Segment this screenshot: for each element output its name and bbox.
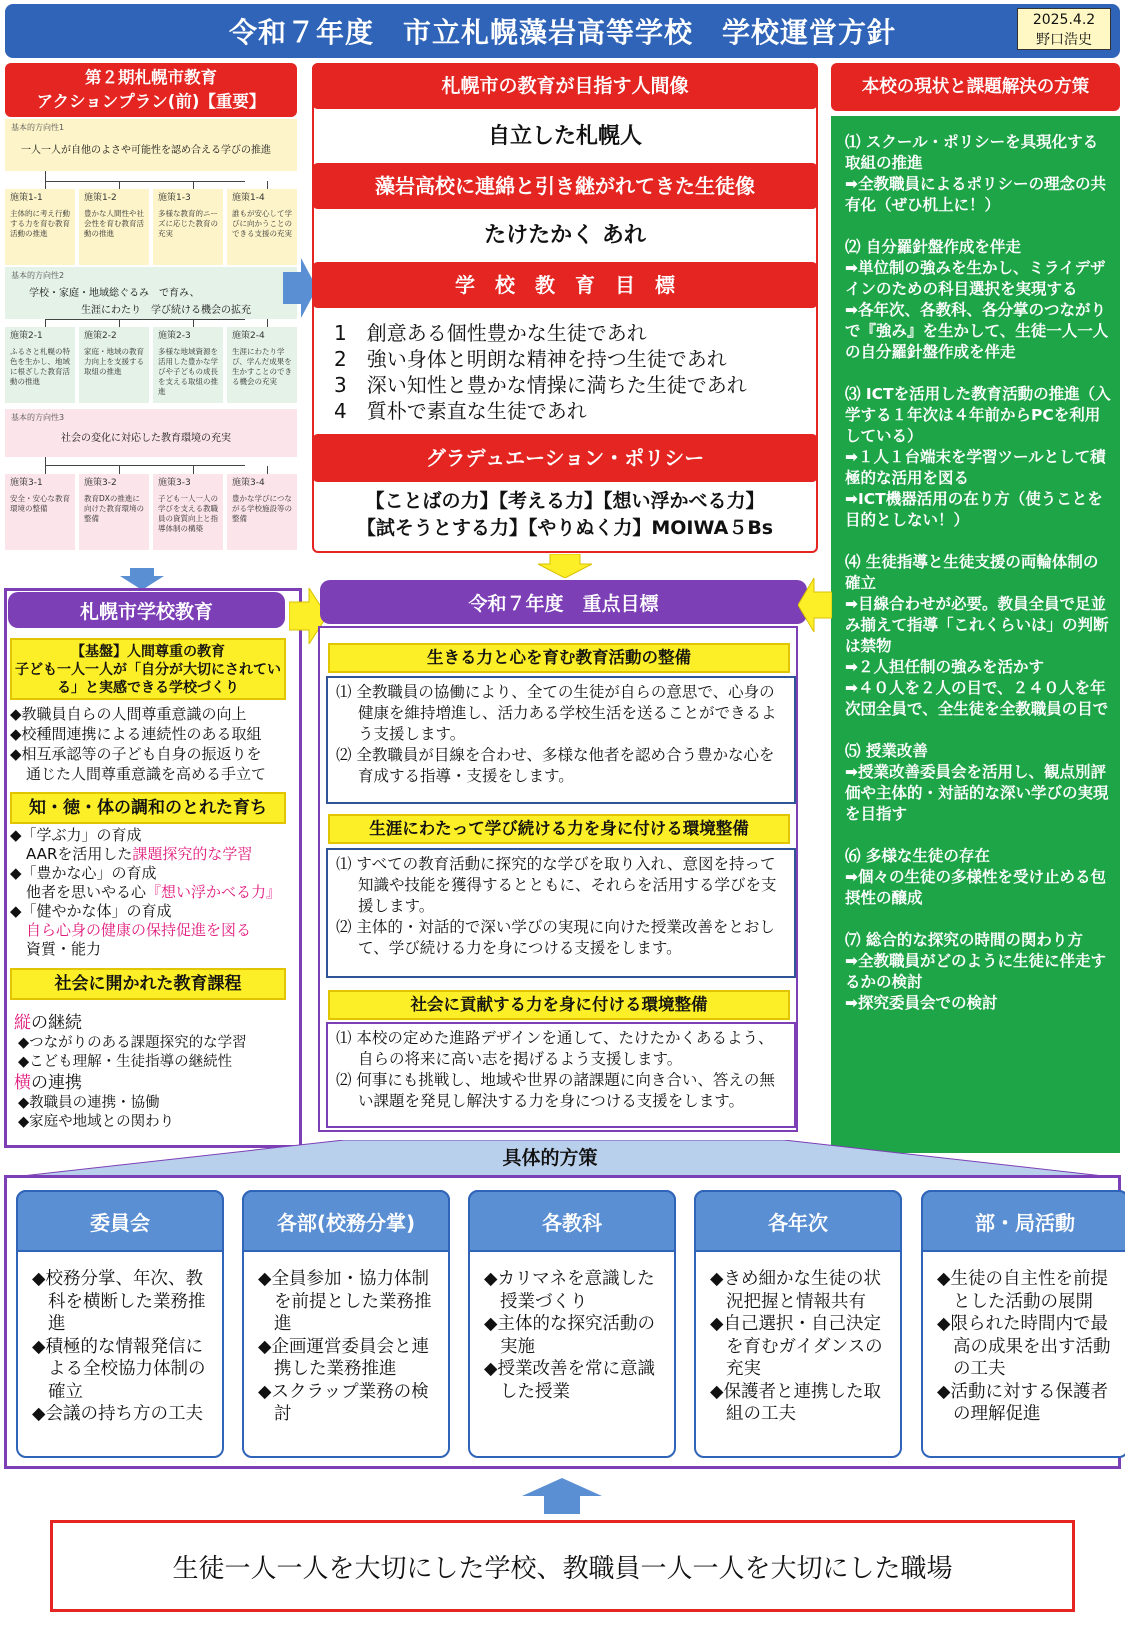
solution-heading: ⑶ ICTを活用した教育活動の推進（入学する１年次は４年前からPCを利用している） xyxy=(845,385,1111,445)
action-plan-title xyxy=(5,63,297,117)
up-arrow-icon xyxy=(522,1478,602,1514)
base-item: ◆相互承認等の子ども自身の振返りを xyxy=(10,745,262,763)
solution-heading: ⑵ 自分羅針盤作成を伴走 xyxy=(845,238,1021,256)
measure-column xyxy=(921,1190,1125,1458)
measure-column-title: 各年次 xyxy=(694,1190,902,1252)
measure-item: ◆校務分掌、年次、教科を横断した業務推進 xyxy=(32,1269,206,1334)
right-title: 本校の現状と課題解決の方策 xyxy=(831,63,1120,111)
solution-detail: ➡４０人を２人の目で、２４０人を年次団全員で、全生徒を全教職員の目で xyxy=(845,679,1109,718)
chitoku-text: AARを活用した xyxy=(26,845,133,863)
focus-title: 令和７年度 重点目標 xyxy=(320,580,807,624)
policy-text: 主体的に考え行動する力を育む教育活動の推進 xyxy=(10,209,70,238)
focus-item: ⑴ 本校の定めた進路デザインを通して、たけたかくあるよう、自らの将来に高い志を掲げるよう支援します。 xyxy=(336,1029,774,1068)
tree-line xyxy=(45,319,245,320)
policy-text: 誰もが安心して学びに向かうことのできる支援の充実 xyxy=(232,209,292,238)
measure-item: ◆活動に対する保護者の理解促進 xyxy=(937,1381,1108,1424)
policy-text: ふるさと札幌の特色を生かし、地域に根ざした教育活動の推進 xyxy=(10,347,70,386)
tree-line xyxy=(45,465,245,466)
solution-heading: ⑴ スクール・ポリシーを具現化する取組の推進 xyxy=(845,133,1099,172)
goal-item: 3 深い知性と豊かな情操に満ちた生徒であれ xyxy=(334,373,747,397)
yoko-heading xyxy=(14,1072,302,1094)
solution-detail: ➡探究委員会での検討 xyxy=(845,994,998,1012)
policy-card xyxy=(153,327,223,403)
measure-column xyxy=(242,1190,450,1458)
sapporo-title: 札幌市学校教育 xyxy=(8,592,285,628)
focus-section-2-title: 生涯にわたって学び続ける力を身に付ける環境整備 xyxy=(328,814,790,844)
gp-title: グラデュエーション・ポリシー xyxy=(312,434,818,482)
action-plan-chart xyxy=(5,119,297,569)
tree-line xyxy=(119,466,120,474)
measures-title: 具体的方策 xyxy=(502,1147,598,1169)
measure-column xyxy=(694,1190,902,1458)
policy-card xyxy=(5,474,75,550)
direction-1-label: 基本的方向性1 xyxy=(11,123,65,132)
solution-heading: ⑺ 総合的な探究の時間の関わり方 xyxy=(845,931,1083,949)
page-header xyxy=(5,4,1120,58)
open-curriculum-bar: 社会に開かれた教育課程 xyxy=(10,968,286,1000)
focus-section-1-title: 生きる力と心を育む教育活動の整備 xyxy=(328,643,790,673)
open-list xyxy=(14,1012,302,1132)
policy-text: 豊かな人間性や社会性を育む教育活動の推進 xyxy=(84,209,144,238)
policy-text: 安全・安心な教育環境の整備 xyxy=(10,494,70,513)
measure-item: ◆限られた時間内で最高の成果を出す活動の工夫 xyxy=(937,1314,1111,1379)
solution-item xyxy=(845,846,1112,909)
solution-detail: ➡２人担任制の強みを活かす xyxy=(845,658,1044,676)
direction-2-line1: 学校・家庭・地域総ぐるみ で育み、 xyxy=(29,288,200,299)
focus-item: ⑵ 何事にも挑戦し、地域や世界の諸課題に向き合い、答えの無い課題を発見し解決する力を身につける支援をします。 xyxy=(336,1071,775,1110)
chitoku-item: 資質・能力 xyxy=(26,940,102,958)
goal-item: 2 強い身体と明朗な精神を持つ生徒であれ xyxy=(334,347,727,371)
tate-heading xyxy=(14,1012,302,1034)
policy-card xyxy=(227,189,297,265)
policy-id: 施策2-4 xyxy=(232,331,265,341)
measure-column-body xyxy=(32,1268,214,1426)
policy-id: 施策1-4 xyxy=(232,193,265,203)
measure-item: ◆きめ細かな生徒の状況把握と情報共有 xyxy=(710,1269,881,1312)
base-line1: 【基盤】人間尊重の教育 xyxy=(71,644,225,660)
policy-card xyxy=(153,189,223,265)
solution-item xyxy=(845,930,1112,1014)
measure-item: ◆生徒の自主性を前提とした活動の展開 xyxy=(937,1269,1108,1312)
tate-char: 縦 xyxy=(14,1013,31,1033)
measure-column-body xyxy=(484,1268,666,1403)
author: 野口浩史 xyxy=(1036,32,1092,48)
policy-id: 施策3-1 xyxy=(10,478,43,488)
chitoku-list xyxy=(10,826,300,959)
policy-id: 施策1-3 xyxy=(158,193,191,203)
policy-card xyxy=(5,327,75,403)
solution-detail: ➡授業改善委員会を活用し、観点別評価や主体的・対話的な深い学びの実現を目指す xyxy=(845,763,1109,823)
measure-item: ◆企画運営委員会と連携した業務推進 xyxy=(258,1336,429,1379)
solution-detail: ➡各年次、各教科、各分掌のつながりで『強み』を生かして、生徒一人一人の自分羅針盤作成を伴走 xyxy=(845,301,1109,361)
tree-line xyxy=(193,319,194,327)
solution-detail: ➡１人１台端末を学習ツールとして積極的な活用を図る xyxy=(845,448,1106,487)
goal-item: 1 創意ある個性豊かな生徒であれ xyxy=(334,321,647,345)
policy-card xyxy=(79,474,149,550)
policy-id: 施策2-3 xyxy=(158,331,191,341)
focus-section-1-box xyxy=(326,676,796,804)
tree-line xyxy=(45,319,46,327)
solution-detail: ➡全教職員によるポリシーの理念の共有化（ぜひ机上に！） xyxy=(845,175,1106,214)
policy-text: 子ども一人一人の学びを支える教職員の資質向上と指導体制の構築 xyxy=(158,494,218,533)
gp-text xyxy=(312,488,818,542)
tree-line xyxy=(193,181,194,189)
policy-id: 施策3-4 xyxy=(232,478,265,488)
open-item: ◆こども理解・生徒指導の継続性 xyxy=(18,1054,233,1070)
open-item: ◆つながりのある課題探究的な学習 xyxy=(18,1035,247,1051)
solutions-panel xyxy=(831,116,1120,1153)
direction-3-text: 社会の変化に対応した教育環境の充実 xyxy=(61,433,231,444)
policy-card xyxy=(153,474,223,550)
measure-column-title: 委員会 xyxy=(16,1190,224,1252)
tree-line xyxy=(267,319,268,327)
measure-column-body xyxy=(937,1268,1119,1426)
tree-line xyxy=(193,466,194,474)
chitoku-item xyxy=(10,845,300,864)
tree-line xyxy=(119,319,120,327)
solution-detail: ➡目線合わせが必要。教員全員で足並み揃えて指導「これくらいは」の判断は禁物 xyxy=(845,595,1109,655)
base-box xyxy=(10,638,286,700)
direction-2-line2: 生涯にわたり 学び続ける機会の拡充 xyxy=(81,305,251,316)
direction-1-text: 一人一人が自他のよさや可能性を認め合える学びの推進 xyxy=(21,145,271,156)
focus-item: ⑴ 全教職員の協働により、全ての生徒が自らの意思で、心身の健康を維持増進し、活力ある学校生活を送ることができるよう支援します。 xyxy=(336,683,777,743)
chitoku-item: ◆「健やかな体」の育成 xyxy=(10,902,172,920)
ideal-text: 自立した札幌人 xyxy=(487,124,642,149)
yoko-char: 横 xyxy=(14,1073,31,1093)
tree-line xyxy=(45,457,46,465)
focus-item: ⑵ 全教職員が目線を合わせ、多様な他者を認め合う豊かな心を育成する指導・支援をします。 xyxy=(336,746,775,785)
tree-line xyxy=(267,181,268,189)
date: 2025.4.2 xyxy=(1032,12,1096,28)
policy-id: 施策3-2 xyxy=(84,478,117,488)
open-item: ◆家庭や地域との関わり xyxy=(18,1114,175,1130)
open-item: ◆教職員の連携・協働 xyxy=(18,1095,160,1111)
focus-item: ⑴ すべての教育活動に探究的な学びを取り入れ、意図を持って知識や技能を獲得するとともに、それらを活用する学びを支援します。 xyxy=(336,855,777,915)
measure-item: ◆全員参加・協力体制を前提とした業務推進 xyxy=(258,1269,432,1334)
tree-line xyxy=(45,171,46,181)
focus-section-3-title: 社会に貢献する力を身に付ける環境整備 xyxy=(328,990,790,1020)
footer-text: 生徒一人一人を大切にした学校、教職員一人一人を大切にした職場 xyxy=(172,1553,953,1584)
measure-item: ◆保護者と連携した取組の工夫 xyxy=(710,1381,881,1424)
gp-line1: 【ことばの力】【考える力】【想い浮かべる力】 xyxy=(365,490,765,512)
solution-detail: ➡単位制の強みを生かし、ミライデザインのための科目選択を実現する xyxy=(845,259,1106,298)
measure-column-title: 各教科 xyxy=(468,1190,676,1252)
gp-line2: 【試そうとする力】【やりぬく力】MOIWA５Bs xyxy=(356,517,774,539)
action-plan-title-line2: アクションプラン(前)【重要】 xyxy=(36,92,266,111)
goals-list xyxy=(334,320,814,424)
solution-item xyxy=(845,384,1112,531)
measure-column-body xyxy=(258,1268,440,1426)
chitoku-text: 他者を思いやる心 xyxy=(26,883,147,901)
goal-item: 4 質朴で素直な生徒であれ xyxy=(334,399,587,423)
solution-heading: ⑹ 多様な生徒の存在 xyxy=(845,847,990,865)
focus-item: ⑵ 主体的・対話的で深い学びの実現に向けた授業改善をとおして、学び続ける力を身につける支援をします。 xyxy=(336,918,775,957)
direction-3 xyxy=(5,409,297,457)
student-text: たけたかく あれ xyxy=(484,223,646,248)
policy-id: 施策1-1 xyxy=(10,193,43,203)
chitoku-bar: 知・徳・体の調和のとれた育ち xyxy=(10,792,286,824)
measure-item: ◆自己選択・自己決定を育むガイダンスの充実 xyxy=(710,1314,883,1379)
direction-2 xyxy=(5,267,297,319)
solution-detail: ➡全教職員がどのように生徒に伴走するかの検討 xyxy=(845,952,1106,991)
tate-rest: の継続 xyxy=(31,1013,82,1033)
chitoku-item: 自ら心身の健康の保持促進を図る xyxy=(26,921,252,939)
tree-line xyxy=(45,181,245,182)
yoko-rest: の連携 xyxy=(31,1073,82,1093)
chitoku-item: ◆「豊かな心」の育成 xyxy=(10,864,157,882)
date-author-box xyxy=(1017,8,1111,50)
policy-card xyxy=(5,189,75,265)
measure-item: ◆カリマネを意識した授業づくり xyxy=(484,1269,655,1312)
policy-text: 生涯にわたり学び、学んだ成果を生かすことのできる機会の充実 xyxy=(232,347,292,386)
measure-column xyxy=(16,1190,224,1458)
chitoku-highlight: 課題探究的な学習 xyxy=(132,845,253,863)
policy-text: 教育DXの推進に向けた教育環境の整備 xyxy=(84,494,144,523)
footer-box xyxy=(50,1520,1075,1612)
action-plan-title-line1: 第２期札幌市教育 xyxy=(85,68,217,87)
solution-detail: ➡個々の生徒の多様性を受け止める包摂性の醸成 xyxy=(845,868,1106,907)
base-list xyxy=(10,704,300,784)
measure-item: ◆積極的な情報発信による全校協力体制の確立 xyxy=(32,1336,206,1402)
base-item: ◆教職員自らの人間尊重意識の向上 xyxy=(10,705,247,723)
measure-column-body xyxy=(710,1268,892,1426)
policy-text: 家庭・地域の教育力向上を支援する取組の推進 xyxy=(84,347,144,376)
policy-text: 多様な教育的ニーズに応じた教育の充実 xyxy=(158,209,218,238)
focus-section-3-box xyxy=(326,1022,796,1128)
down-arrow-icon xyxy=(538,554,592,578)
policy-id: 施策2-1 xyxy=(10,331,43,341)
goal-title: 学 校 教 育 目 標 xyxy=(312,262,818,308)
measure-item: ◆主体的な探究活動の実施 xyxy=(484,1314,655,1357)
base-item: ◆校種間連携による連続性のある取組 xyxy=(10,725,262,743)
base-line2: 子ども一人一人が「自分が大切にされている」と実感できる学校づくり xyxy=(15,662,281,696)
base-item: 通じた人間尊重意識を高める手立て xyxy=(26,765,267,783)
policy-card xyxy=(79,189,149,265)
measure-column xyxy=(468,1190,676,1458)
solution-heading: ⑷ 生徒指導と生徒支援の両輪体制の確立 xyxy=(845,553,1099,592)
tree-line xyxy=(45,466,46,474)
policy-card xyxy=(227,474,297,550)
focus-section-2-box xyxy=(326,848,796,978)
policy-card xyxy=(227,327,297,403)
chitoku-item: ◆「学ぶ力」の育成 xyxy=(10,826,142,844)
solution-detail: ➡ICT機器活用の在り方（使うことを目的としない！） xyxy=(845,490,1103,529)
measure-column-title: 各部(校務分掌) xyxy=(242,1190,450,1252)
measure-item: ◆会議の持ち方の工夫 xyxy=(32,1404,203,1424)
policy-id: 施策2-2 xyxy=(84,331,117,341)
tree-line xyxy=(267,466,268,474)
policy-id: 施策3-3 xyxy=(158,478,191,488)
measure-item: ◆スクラップ業務の検討 xyxy=(258,1381,429,1424)
down-arrow-icon xyxy=(120,568,164,590)
policy-card xyxy=(79,327,149,403)
measure-column-title: 部・局活動 xyxy=(921,1190,1125,1252)
measure-item: ◆授業改善を常に意識した授業 xyxy=(484,1359,655,1402)
solution-item xyxy=(845,552,1112,720)
solution-heading: ⑸ 授業改善 xyxy=(845,742,928,760)
page-title: 令和７年度 市立札幌藻岩高等学校 学校運営方針 xyxy=(228,16,896,49)
policy-text: 豊かな学びにつながる学校施設等の整備 xyxy=(232,494,292,523)
ideal-title: 札幌市の教育が目指す人間像 xyxy=(312,63,818,109)
tree-line xyxy=(45,181,46,189)
tree-line xyxy=(119,181,120,189)
policy-id: 施策1-2 xyxy=(84,193,117,203)
direction-2-label: 基本的方向性2 xyxy=(11,271,65,280)
policy-text: 多様な地域資源を活用した豊かな学びや子どもの成長を支える取組の推進 xyxy=(158,347,218,396)
solution-item xyxy=(845,237,1112,363)
left-arrow-icon xyxy=(798,578,832,632)
direction-1 xyxy=(5,119,297,171)
chitoku-highlight: 『想い浮かべる力』 xyxy=(146,883,282,901)
solution-item xyxy=(845,741,1112,825)
student-title: 藻岩高校に連綿と引き継がれてきた生徒像 xyxy=(312,163,818,209)
solution-item xyxy=(845,132,1112,216)
direction-3-label: 基本的方向性3 xyxy=(11,413,65,422)
chitoku-item xyxy=(10,883,300,902)
